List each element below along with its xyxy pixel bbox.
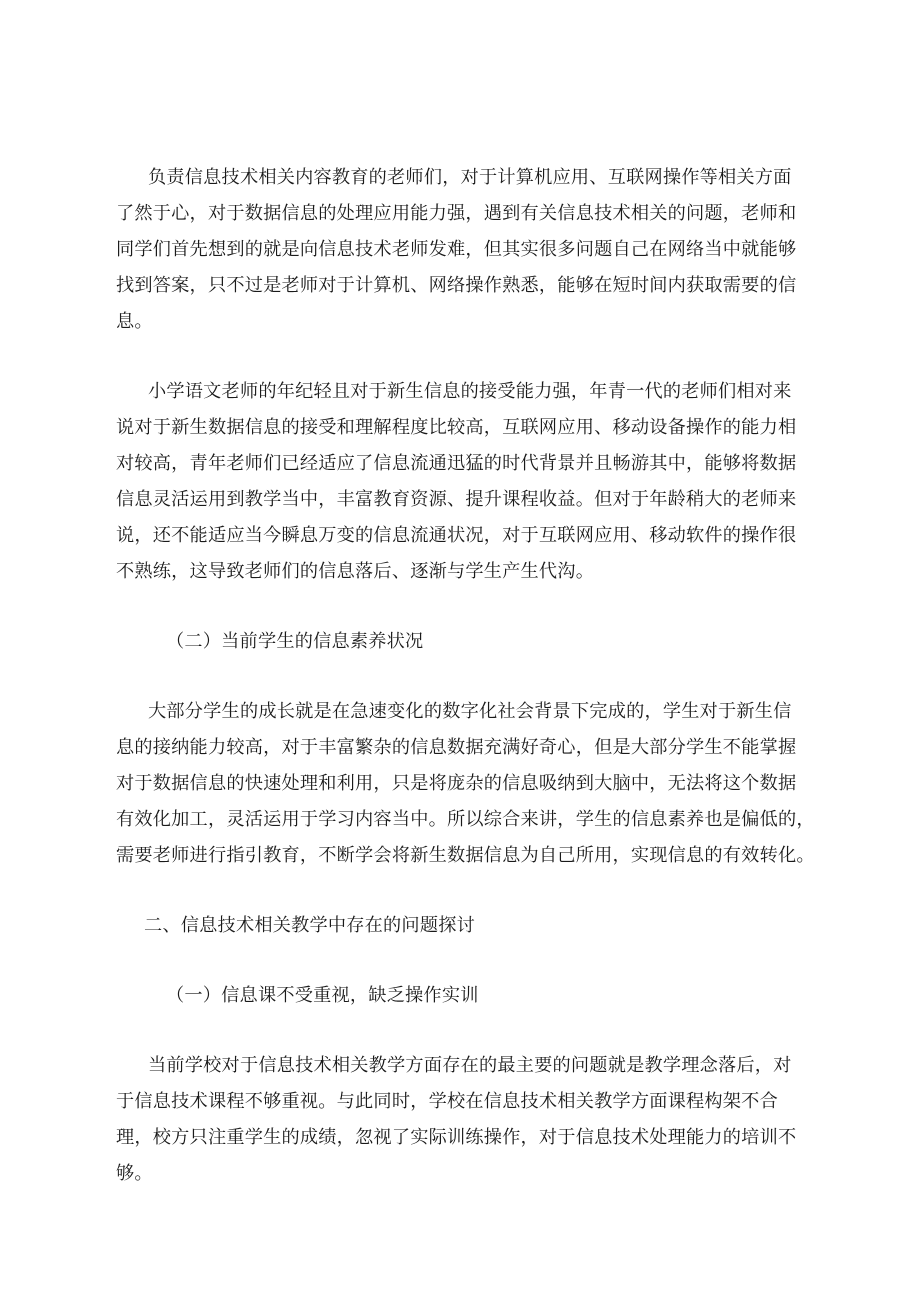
text-line: 不熟练，这导致老师们的信息落后、逐渐与学生产生代沟。 [116,561,595,582]
text-line: 理，校方只注重学生的成绩，忽视了实际训练操作，对于信息技术处理能力的培训不 [116,1127,797,1148]
text-line: 当前学校对于信息技术相关教学方面存在的最主要的问题就是教学理念落后，对 [148,1055,792,1076]
text-line: 小学语文老师的年纪轻且对于新生信息的接受能力强，年青一代的老师们相对来 [148,381,792,402]
document-page [116,160,826,1192]
text-line: 信息灵活运用到教学当中，丰富教育资源、提升课程收益。但对于年龄稍大的老师来 [116,489,797,510]
section-heading-problems [116,908,826,944]
text-line: 对较高，青年老师们已经适应了信息流通迅猛的时代背景并且畅游其中，能够将数据 [116,453,797,474]
text-line: 需要老师进行指引教育，不断学会将新生数据信息为自己所用，实现信息的有效转化。 [116,845,815,866]
paragraph-chinese-teachers [116,374,826,590]
subheading-student-literacy [116,624,826,660]
text-line: 负责信息技术相关内容教育的老师们，对于计算机应用、互联网操作等相关方面 [148,167,792,188]
text-line: 对于数据信息的快速处理和利用，只是将庞杂的信息吸纳到大脑中，无法将这个数据 [116,773,797,794]
subheading-not-valued [116,978,826,1014]
heading-text: （一）信息课不受重视，缺乏操作实训 [166,985,479,1006]
paragraph-school-problems [116,1048,826,1192]
text-line: 同学们首先想到的就是向信息技术老师发难，但其实很多问题自己在网络当中就能够 [116,239,797,260]
heading-text: （二）当前学生的信息素养状况 [166,631,424,652]
text-line: 了然于心，对于数据信息的处理应用能力强，遇到有关信息技术相关的问题，老师和 [116,203,797,224]
text-line: 说，还不能适应当今瞬息万变的信息流通状况，对于互联网应用、移动软件的操作很 [116,525,797,546]
text-line: 够。 [116,1163,153,1184]
text-line: 于信息技术课程不够重视。与此同时，学校在信息技术相关教学方面课程构架不合 [116,1091,778,1112]
text-line: 息的接纳能力较高，对于丰富繁杂的信息数据充满好奇心，但是大部分学生不能掌握 [116,737,797,758]
text-line: 找到答案，只不过是老师对于计算机、网络操作熟悉，能够在短时间内获取需要的信 [116,275,797,296]
paragraph-teachers-it [116,160,826,340]
text-line: 大部分学生的成长就是在急速变化的数字化社会背景下完成的，学生对于新生信 [148,701,792,722]
text-line: 息。 [116,311,153,332]
paragraph-students [116,694,826,874]
text-line: 说对于新生数据信息的接受和理解程度比较高，互联网应用、移动设备操作的能力相 [116,417,797,438]
text-line: 有效化加工，灵活运用于学习内容当中。所以综合来讲，学生的信息素养也是偏低的， [116,809,815,830]
heading-text: 二、信息技术相关教学中存在的问题探讨 [144,915,475,936]
